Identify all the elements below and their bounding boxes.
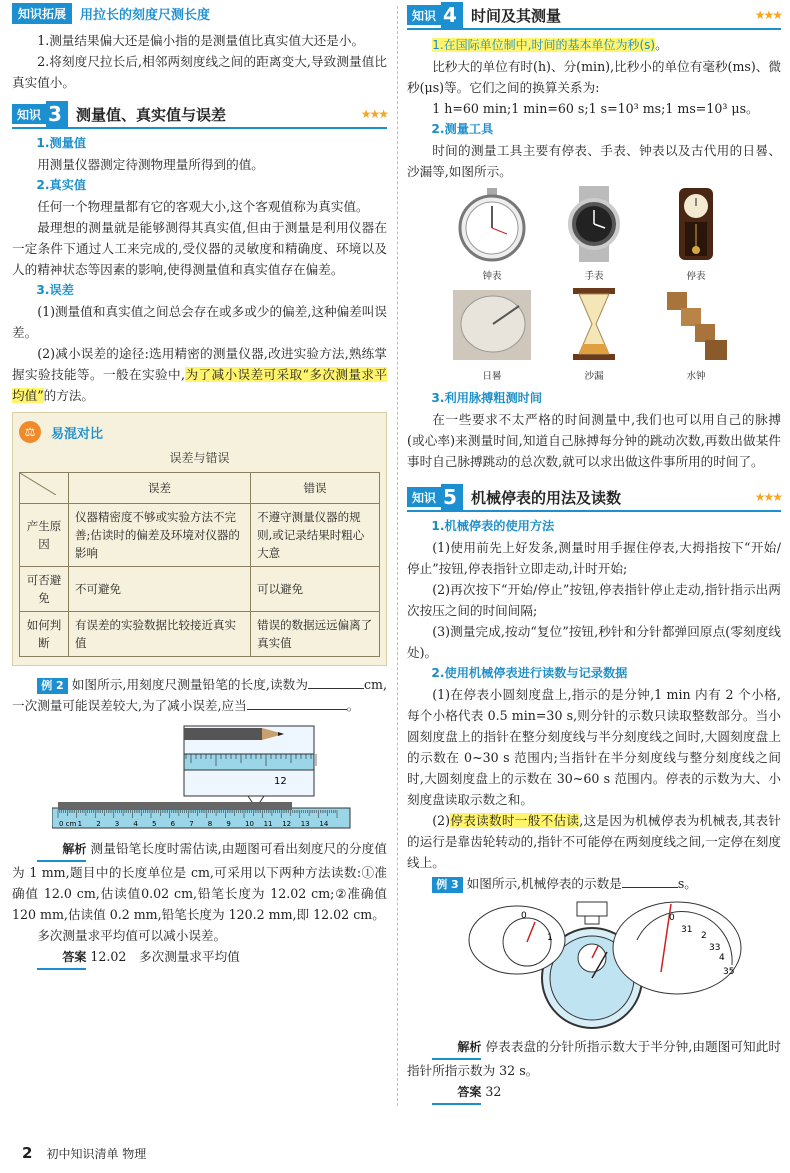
left-column [12, 0, 387, 970]
answer-label: 答案 [37, 947, 86, 970]
big-dial-label: 35 [723, 967, 735, 977]
column-divider [397, 6, 398, 1106]
star-rating-icon: ★★★ [754, 490, 781, 504]
ruler-label: 9 [226, 820, 231, 828]
time-unit-line [407, 34, 781, 56]
section-3-header [12, 101, 387, 129]
reading-point-1: (1)在停表小圆刻度盘上,指示的是分钟,1 min 内有 2 个小格,每个小格代表 0.5 min=30 s,则分针的示数只读取整数部分。当小圆刻度盘上的指针在整分刻度线与半分刻度线之间时,大圆刻度盘上的示数在 0~30 s 范围内;当指针在半分刻度线与整分刻度线之间时,大圆刻度盘上的示数在 30~60 s 范围内。停表的示数为大、小刻度盘读取示数之和。 [407, 687, 781, 807]
star-rating-icon: ★★★ [360, 107, 387, 121]
usage-step-2: (2)再次按下“开始/停止”按钮,停表指针停止走动,指针指示出两次按压之间的时间间隔; [407, 582, 781, 618]
section-number: 5 [441, 484, 463, 510]
subhead-usage: 1.机械停表的使用方法 [431, 519, 555, 533]
reading-point-2-a: (2) [432, 813, 451, 828]
ruler-label: 6 [170, 820, 176, 828]
answer-3-text: 32 [485, 1084, 502, 1099]
ruler-label: 7 [189, 820, 194, 828]
pendulum-clock-icon [653, 186, 739, 262]
table-header-error: 误差 [69, 473, 251, 504]
ext-tag: 知识拓展 [12, 3, 72, 24]
table-caption: 误差与错误 [169, 451, 230, 465]
answer-label: 答案 [432, 1082, 481, 1105]
subhead-error: 3.误差 [36, 283, 74, 297]
error-point-1: (1)测量值和真实值之间总会存在或多或少的偏差,这种偏差叫误差。 [12, 304, 387, 340]
row-header: 可否避免 [20, 567, 69, 612]
pulse-text: 在一些要求不太严格的时间测量中,我们也可以用自己的脉搏(或心率)来测量时间,知道自己脉搏每分钟的跳动次数,再数出做某件事时自己脉搏跳动的总次数,就可以求出做这件事所用的时间了。 [407, 412, 781, 469]
table-row [20, 612, 380, 657]
small-dial-label: 0 [521, 911, 527, 921]
table-cell: 有误差的实验数据比较接近真实值 [69, 612, 251, 657]
answer-blank-2[interactable] [247, 709, 347, 710]
ext-point-1: 1.测量结果偏大还是偏小指的是测量值比真实值大还是小。 [37, 33, 365, 48]
highlight-average: 为了减小误差可采取“多次测量求平均值” [12, 367, 387, 403]
timekeeping-figures [407, 186, 781, 386]
table-cell: 错误的数据远远偏离了真实值 [251, 612, 380, 657]
stopwatch-dial-figure [457, 900, 747, 1030]
figure-caption: 日晷 [482, 371, 502, 382]
ruler-label: 5 [152, 820, 157, 828]
error-point-2 [12, 343, 387, 406]
figure-caption: 钟表 [482, 271, 502, 282]
ext-point-2: 2.将刻度尺拉长后,相邻两刻度线之间的距离变大,导致测量值比真实值小。 [12, 54, 387, 90]
ruler-label: 13 [300, 820, 310, 828]
true-value-text: 任何一个物理量都有它的客观大小,这个客观值称为真实值。 [37, 199, 369, 214]
error-point-2-a: (2)减小误差的途径:选用精密的测量仪器,改进实验方法,熟练掌握实验技能等。一般在实验中, [12, 346, 387, 382]
page-number: 2 [22, 1144, 33, 1162]
example-2 [12, 674, 387, 716]
table-cell: 不可避免 [69, 567, 251, 612]
answer-3 [407, 1081, 781, 1105]
ruler-label: 3 [114, 820, 120, 828]
subhead-reading: 2.使用机械停表进行读数与记录数据 [431, 666, 628, 680]
section-number: 3 [46, 101, 68, 127]
tools-text: 时间的测量工具主要有停表、手表、钟表以及古代用的日晷、沙漏等,如图所示。 [407, 143, 781, 179]
section-4-header [407, 2, 781, 30]
stopwatch-icon [449, 186, 535, 262]
figure-water-clock [653, 286, 739, 382]
hourglass-icon [551, 286, 637, 362]
figure-caption: 手表 [584, 271, 604, 282]
example-3-text-a: 如图所示,机械停表的示数是 [466, 876, 622, 891]
table-cell: 仪器精密度不够或实验方法不完善;估读时的偏差及环境对仪器的影响 [69, 504, 251, 567]
table-row [20, 504, 380, 567]
knowledge-extension-header [12, 2, 387, 24]
table-header-row [20, 473, 380, 504]
table-cell: 可以避免 [251, 567, 380, 612]
time-units-text: 比秒大的单位有时(h)、分(min),比秒小的单位有毫秒(ms)、微秒(μs)等。它们之间的换算关系为: [407, 59, 781, 95]
example-3-text-b: s。 [677, 876, 697, 891]
solution-2 [12, 838, 387, 925]
section-title: 测量值、真实值与误差 [75, 105, 226, 124]
true-value-text-2: 最理想的测量就是能够测得其真实值,但由于测量是利用仪器在一定条件下通过人工来完成的,受仪器的灵敏度和精确度、环境以及人的精神状态等因素的影响,使得测量值和真实值存在偏差。 [12, 220, 387, 277]
ruler-label: 4 [133, 820, 138, 828]
ruler-label: 2 [96, 820, 101, 828]
subhead-pulse: 3.利用脉搏粗测时间 [431, 391, 543, 405]
solution-2-text: 测量铅笔长度时需估读,由题图可看出刻度尺的分度值为 1 mm,题目中的长度单位是 cm,可采用以下两种方法读数:①准确值 12.0 cm,估读值0.02 cm,铅笔长度为 12.02 cm;②准确值 120 mm,估读值 0.2 mm,铅笔长度为 120.2 mm,即 12.02 cm。 [12, 841, 387, 922]
figure-caption: 沙漏 [584, 371, 604, 382]
ruler-label: 12 [282, 820, 292, 828]
highlight-no-estimate: 停表读数时一般不估读 [450, 813, 580, 828]
ruler-label: 1 [77, 820, 83, 828]
section-tag: 知识 [407, 5, 441, 25]
solution-3-text: 停表表盘的分针所指示数大于半分钟,由题图可知此时指针所指示数为 32 s。 [407, 1039, 781, 1078]
answer-2-text: 12.02 多次测量求平均值 [90, 949, 240, 964]
ruler-label: 11 [263, 820, 273, 828]
subhead-measured-value: 1.测量值 [36, 136, 87, 150]
stopwatch-figure [457, 900, 747, 1030]
error-point-2-b: 的方法。 [43, 388, 95, 403]
example-3 [407, 873, 781, 894]
ruler-label: 8 [207, 820, 213, 828]
ruler-pencil-figure [52, 724, 352, 832]
small-dial-label: 1 [547, 933, 553, 943]
water-clock-icon [653, 286, 739, 362]
table-row [20, 567, 380, 612]
big-dial-label: 4 [719, 953, 725, 963]
answer-blank-3[interactable] [622, 887, 678, 888]
section-5-header [407, 484, 781, 512]
figure-sundial [449, 286, 535, 382]
confusion-compare-box [12, 412, 387, 666]
figure-pendulum-clock [653, 186, 739, 282]
figure-caption: 水钟 [686, 371, 706, 382]
figure-hourglass [551, 286, 637, 382]
subhead-true-value: 2.真实值 [36, 178, 87, 192]
solution-label: 解析 [432, 1037, 481, 1060]
solution-3 [407, 1036, 781, 1081]
error-vs-mistake-table [19, 472, 380, 657]
example-2-text-c: 。 [346, 698, 360, 713]
wristwatch-icon [551, 186, 637, 262]
example-3-label: 例 3 [432, 877, 462, 893]
big-dial-label: 2 [701, 931, 707, 941]
section-title: 时间及其测量 [470, 6, 561, 25]
subhead-tools: 2.测量工具 [431, 122, 494, 136]
section-number: 4 [441, 2, 463, 28]
section-tag: 知识 [12, 104, 46, 124]
measured-value-text: 用测量仪器测定待测物理量所得到的值。 [37, 157, 264, 172]
highlight-si-unit: 1.在国际单位制中,时间的基本单位为秒(s) [432, 38, 656, 52]
figure-caption: 停表 [686, 271, 706, 282]
reading-point-2-b: ,这是因为机械停表为机械表,其表针的运行是靠齿轮转动的,指针不可能停在两刻度线之间,一定停在刻度线上。 [407, 813, 781, 870]
example-2-text-a: 如图所示,用刻度尺测量铅笔的长度,读数为 [71, 677, 308, 692]
answer-2 [12, 946, 387, 970]
time-conversion: 1 h=60 min;1 min=60 s;1 s=10³ ms;1 ms=10³ μs。 [432, 101, 759, 116]
answer-blank-1[interactable] [308, 688, 364, 689]
compare-header [19, 419, 380, 445]
ruler-label: 0 cm [59, 820, 77, 828]
solution-label: 解析 [37, 839, 86, 862]
ext-title: 用拉长的刻度尺测长度 [80, 7, 211, 23]
figure-stopwatch [449, 186, 535, 282]
table-header-corner [20, 473, 69, 504]
solution-2-note: 多次测量求平均值可以减小误差。 [37, 928, 227, 943]
star-rating-icon: ★★★ [754, 8, 781, 22]
right-column [407, 0, 781, 1105]
ruler-figure [52, 724, 352, 832]
big-dial-label: 0 [669, 913, 675, 923]
book-title: 初中知识清单 物理 [46, 1146, 147, 1161]
usage-step-1: (1)使用前先上好发条,测量时用手握住停表,大拇指按下“开始/停止”按钮,停表指针立即走动,计时开始; [407, 540, 781, 576]
example-2-text-b: cm,一次测量可能误差较大,为了减小误差,应当 [12, 677, 387, 713]
section-tag: 知识 [407, 487, 441, 507]
compare-icon: ⚖ [19, 421, 41, 443]
example-2-label: 例 2 [37, 678, 67, 694]
usage-step-3: (3)测量完成,按动“复位”按钮,秒针和分针都弹回原点(零刻度线处)。 [407, 624, 781, 660]
compare-title: 易混对比 [51, 426, 104, 442]
figure-wristwatch [551, 186, 637, 282]
reading-point-2 [407, 810, 781, 873]
big-dial-label: 33 [709, 943, 721, 953]
row-header: 产生原因 [20, 504, 69, 567]
table-header-mistake: 错误 [251, 473, 380, 504]
big-dial-label: 31 [681, 925, 693, 935]
row-header: 如何判断 [20, 612, 69, 657]
ruler-label: 14 [319, 820, 329, 828]
time-unit-dot: 。 [655, 37, 668, 52]
section-title: 机械停表的用法及读数 [470, 488, 621, 507]
ruler-label: 10 [245, 820, 254, 828]
sundial-icon [449, 286, 535, 362]
zoom-label: 12 [274, 776, 287, 787]
table-cell: 不遵守测量仪器的规则,或记录结果时粗心大意 [251, 504, 380, 567]
page-footer [22, 1144, 146, 1162]
